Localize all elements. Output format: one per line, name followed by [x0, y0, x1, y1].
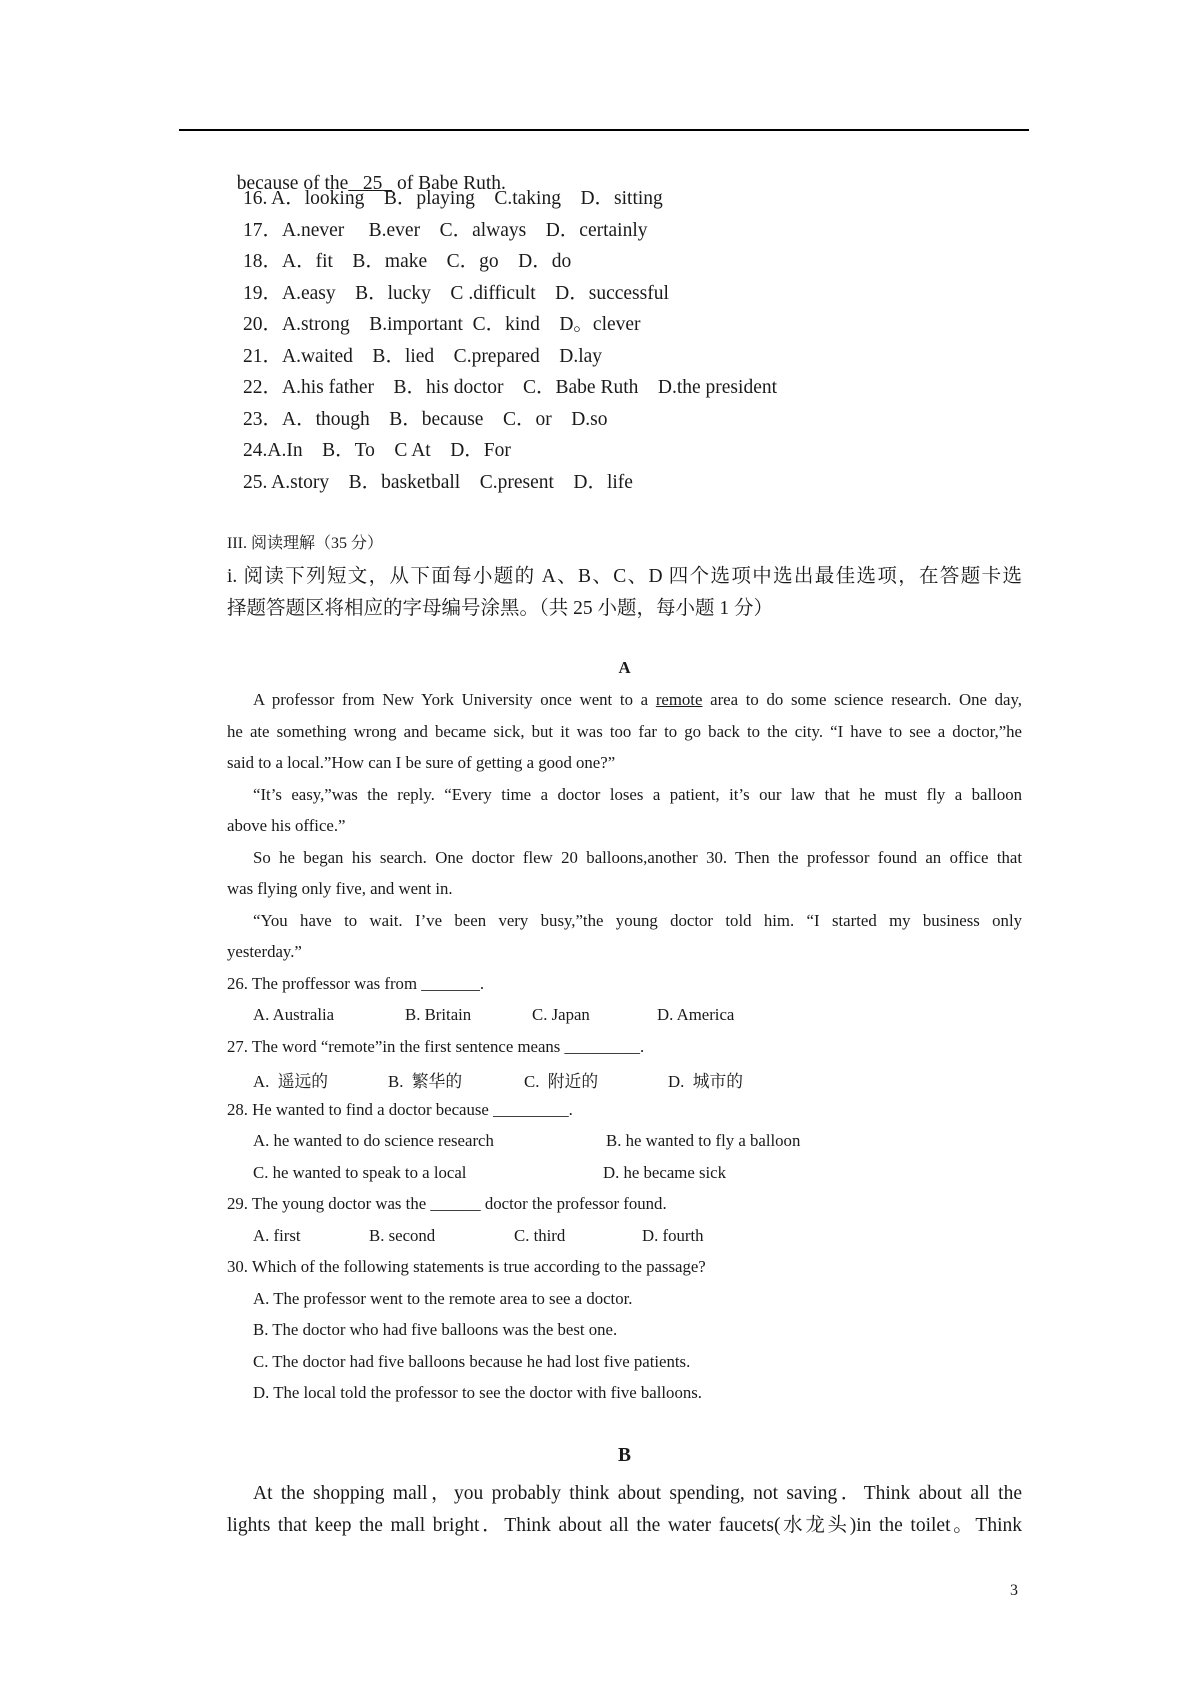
header-rule — [179, 129, 1029, 131]
question-29-option-d: D. fourth — [642, 1226, 704, 1245]
question-27-option-a: A. 遥远的 — [253, 1072, 329, 1091]
passage-a-line-2: he ate something wrong and became sick, but it was too far to go back to the city. “I have to see a doctor,”he — [227, 722, 1022, 741]
question-29-stem: 29. The young doctor was the ______ doctor the professor found. — [227, 1194, 667, 1213]
passage-b-title: B — [617, 1445, 631, 1466]
question-30-option-d: D. The local told the professor to see the doctor with five balloons. — [253, 1383, 702, 1402]
question-26-option-b: B. Britain — [405, 1005, 472, 1024]
question-27-option-b: B. 繁华的 — [388, 1072, 463, 1091]
passage-a-line-8: “You have to wait. I’ve been very busy,”the young doctor told him. “I started my business only — [253, 911, 1022, 930]
question-26-option-d: D. America — [657, 1005, 735, 1024]
passage-b-line-2: lights that keep the mall bright．Think about all the water faucets(水龙头)in the toilet。Think — [227, 1515, 1022, 1536]
question-30-option-a: A. The professor went to the remote area to see a doctor. — [253, 1289, 633, 1308]
question-26-option-c: C. Japan — [532, 1005, 590, 1024]
passage-a-line-1: A professor from New York University once went to a remote area to do some science research. One day, — [253, 690, 1022, 709]
cloze-question-22: 22．A.his father B．his doctor C．Babe Ruth D.the president — [243, 377, 778, 398]
remote-word: remote — [655, 690, 703, 709]
question-28-option-c: C. he wanted to speak to a local — [253, 1163, 467, 1182]
page-number: 3 — [1010, 1582, 1018, 1599]
cloze-question-17: 17．A.never B.ever C．always D．certainly — [243, 220, 648, 241]
question-28-option-b: B. he wanted to fly a balloon — [606, 1131, 801, 1150]
question-30-option-b: B. The doctor who had five balloons was the best one. — [253, 1320, 618, 1339]
cloze-question-24: 24.A.In B．To C At D．For — [243, 440, 511, 461]
cloze-blank-25: 25 — [362, 173, 383, 194]
cloze-question-21: 21．A.waited B．lied C.prepared D.lay — [243, 346, 603, 367]
question-30-stem: 30. Which of the following statements is true according to the passage? — [227, 1257, 706, 1276]
cloze-question-19: 19．A.easy B．lucky C .difficult D．successful — [243, 283, 669, 304]
cloze-tail-before: because of the — [236, 173, 349, 194]
question-27-stem: 27. The word “remote”in the first sentence means _________. — [227, 1037, 645, 1056]
question-30-option-c: C. The doctor had five balloons because he had lost five patients. — [253, 1352, 691, 1371]
cloze-question-16: 16. A．looking B．playing C.taking D．sitting — [243, 188, 663, 209]
question-29-option-a: A. first — [253, 1226, 301, 1245]
passage-a-line-7: was flying only five, and went in. — [227, 879, 453, 898]
passage-a-line-3: said to a local.”How can I be sure of getting a good one?” — [227, 753, 616, 772]
question-29-option-c: C. third — [514, 1226, 566, 1245]
passage-a-title: A — [618, 658, 631, 677]
question-26-stem: 26. The proffessor was from _______. — [227, 974, 485, 993]
cloze-tail-after: of Babe Ruth. — [392, 173, 506, 194]
question-28-stem: 28. He wanted to find a doctor because _________. — [227, 1100, 573, 1119]
passage-a-line-9: yesterday.” — [227, 942, 302, 961]
question-28-option-d: D. he became sick — [603, 1163, 727, 1182]
cloze-question-25: 25. A.story B．basketball C.present D．life — [243, 472, 633, 493]
passage-a-line-6: So he began his search. One doctor flew 20 balloons,another 30. Then the professor found an office that — [253, 848, 1022, 867]
section-instruction-line1: i. 阅读下列短文，从下面每小题的 A、B、C、D 四个选项中选出最佳选项，在答题卡选 — [227, 566, 1022, 587]
passage-b-line-1: At the shopping mall，you probably think about spending, not saving．Think about all the — [253, 1483, 1022, 1504]
passage-a-line-4: “It’s easy,”was the reply. “Every time a doctor loses a patient, it’s our law that he must fly a balloon — [253, 785, 1022, 804]
question-27-option-c: C. 附近的 — [524, 1072, 599, 1091]
question-28-option-a: A. he wanted to do science research — [253, 1131, 494, 1150]
section-heading: III. 阅读理解（35 分） — [227, 535, 383, 552]
cloze-question-18: 18．A．fit B．make C．go D．do — [243, 251, 572, 272]
question-26-option-a: A. Australia — [253, 1005, 335, 1024]
cloze-question-23: 23．A．though B．because C．or D.so — [243, 409, 608, 430]
passage-a-line-5: above his office.” — [227, 816, 346, 835]
question-29-option-b: B. second — [369, 1226, 436, 1245]
section-instruction-line2: 择题答题区将相应的字母编号涂黑。（共 25 小题，每小题 1 分） — [227, 598, 774, 619]
cloze-question-20: 20．A.strong B.important C．kind D。clever — [243, 314, 641, 335]
question-27-option-d: D. 城市的 — [668, 1072, 744, 1091]
